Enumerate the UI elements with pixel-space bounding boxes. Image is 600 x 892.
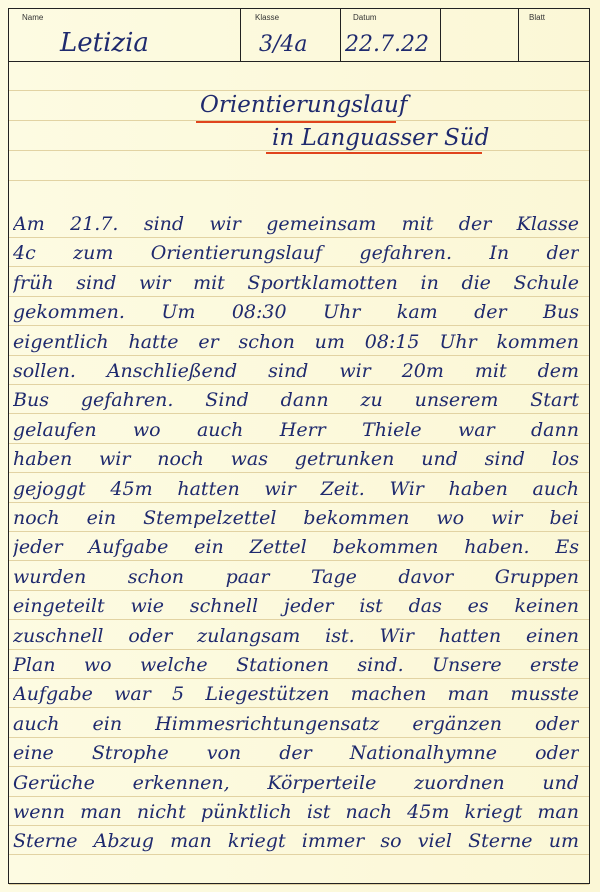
essay-line: Aufgabe war 5 Liegestützen machen man musste: [13, 683, 579, 706]
title-line-2: in Languasser Süd: [272, 125, 490, 151]
essay-line: eine Strophe von der Nationalhymne oder: [13, 742, 579, 765]
blatt-label: Blatt: [529, 13, 546, 22]
name-value: Letizia: [60, 28, 149, 58]
essay-line: haben wir noch was getrunken und sind los: [13, 448, 579, 471]
essay-line: gelaufen wo auch Herr Thiele war dann: [13, 418, 579, 441]
essay-line: Plan wo welche Stationen sind. Unsere erste: [13, 654, 579, 676]
page-frame: [8, 8, 590, 884]
klasse-value: 3/4a: [259, 32, 308, 57]
essay-line: gekommen. Um 08:30 Uhr kam der Bus: [13, 301, 579, 324]
essay-line: noch ein Stempelzettel bekommen wo wir bei: [13, 507, 579, 529]
essay-line: sollen. Anschließend sind wir 20m mit dem: [13, 360, 579, 382]
essay-line: früh sind wir mit Sportklamotten in die Schule: [13, 271, 579, 294]
essay-line: Gerüche erkennen, Körperteile zuordnen und: [13, 771, 579, 794]
essay-line: zuschnell oder zulangsam ist. Wir hatten einen: [13, 624, 579, 647]
essay-line: wenn man nicht pünktlich ist nach 45m kriegt man: [13, 801, 579, 823]
essay-line: Sterne Abzug man kriegt immer so viel Sterne um: [13, 830, 579, 853]
klasse-label: Klasse: [255, 13, 280, 22]
essay-line: wurden schon paar Tage davor Gruppen: [13, 565, 579, 588]
essay-line: Am 21.7. sind wir gemeinsam mit der Klasse: [13, 213, 579, 235]
essay-line: eingeteilt wie schnell jeder ist das es keinen: [13, 595, 579, 618]
essay-line: eigentlich hatte er schon um 08:15 Uhr kommen: [13, 330, 579, 353]
datum-value: 22.7.22: [345, 32, 429, 57]
name-label: Name: [22, 13, 44, 22]
title-line-1: Orientierungslauf: [200, 92, 408, 118]
essay-line: auch ein Himmesrichtungensatz ergänzen oder: [13, 712, 579, 735]
essay-line: 4c zum Orientierungslauf gefahren. In der: [13, 242, 579, 265]
essay-line: gejoggt 45m hatten wir Zeit. Wir haben auch: [13, 477, 579, 500]
datum-label: Datum: [353, 13, 377, 22]
essay-line: jeder Aufgabe ein Zettel bekommen haben. Es: [13, 536, 579, 559]
essay-line: Bus gefahren. Sind dann zu unserem Start: [13, 389, 579, 412]
